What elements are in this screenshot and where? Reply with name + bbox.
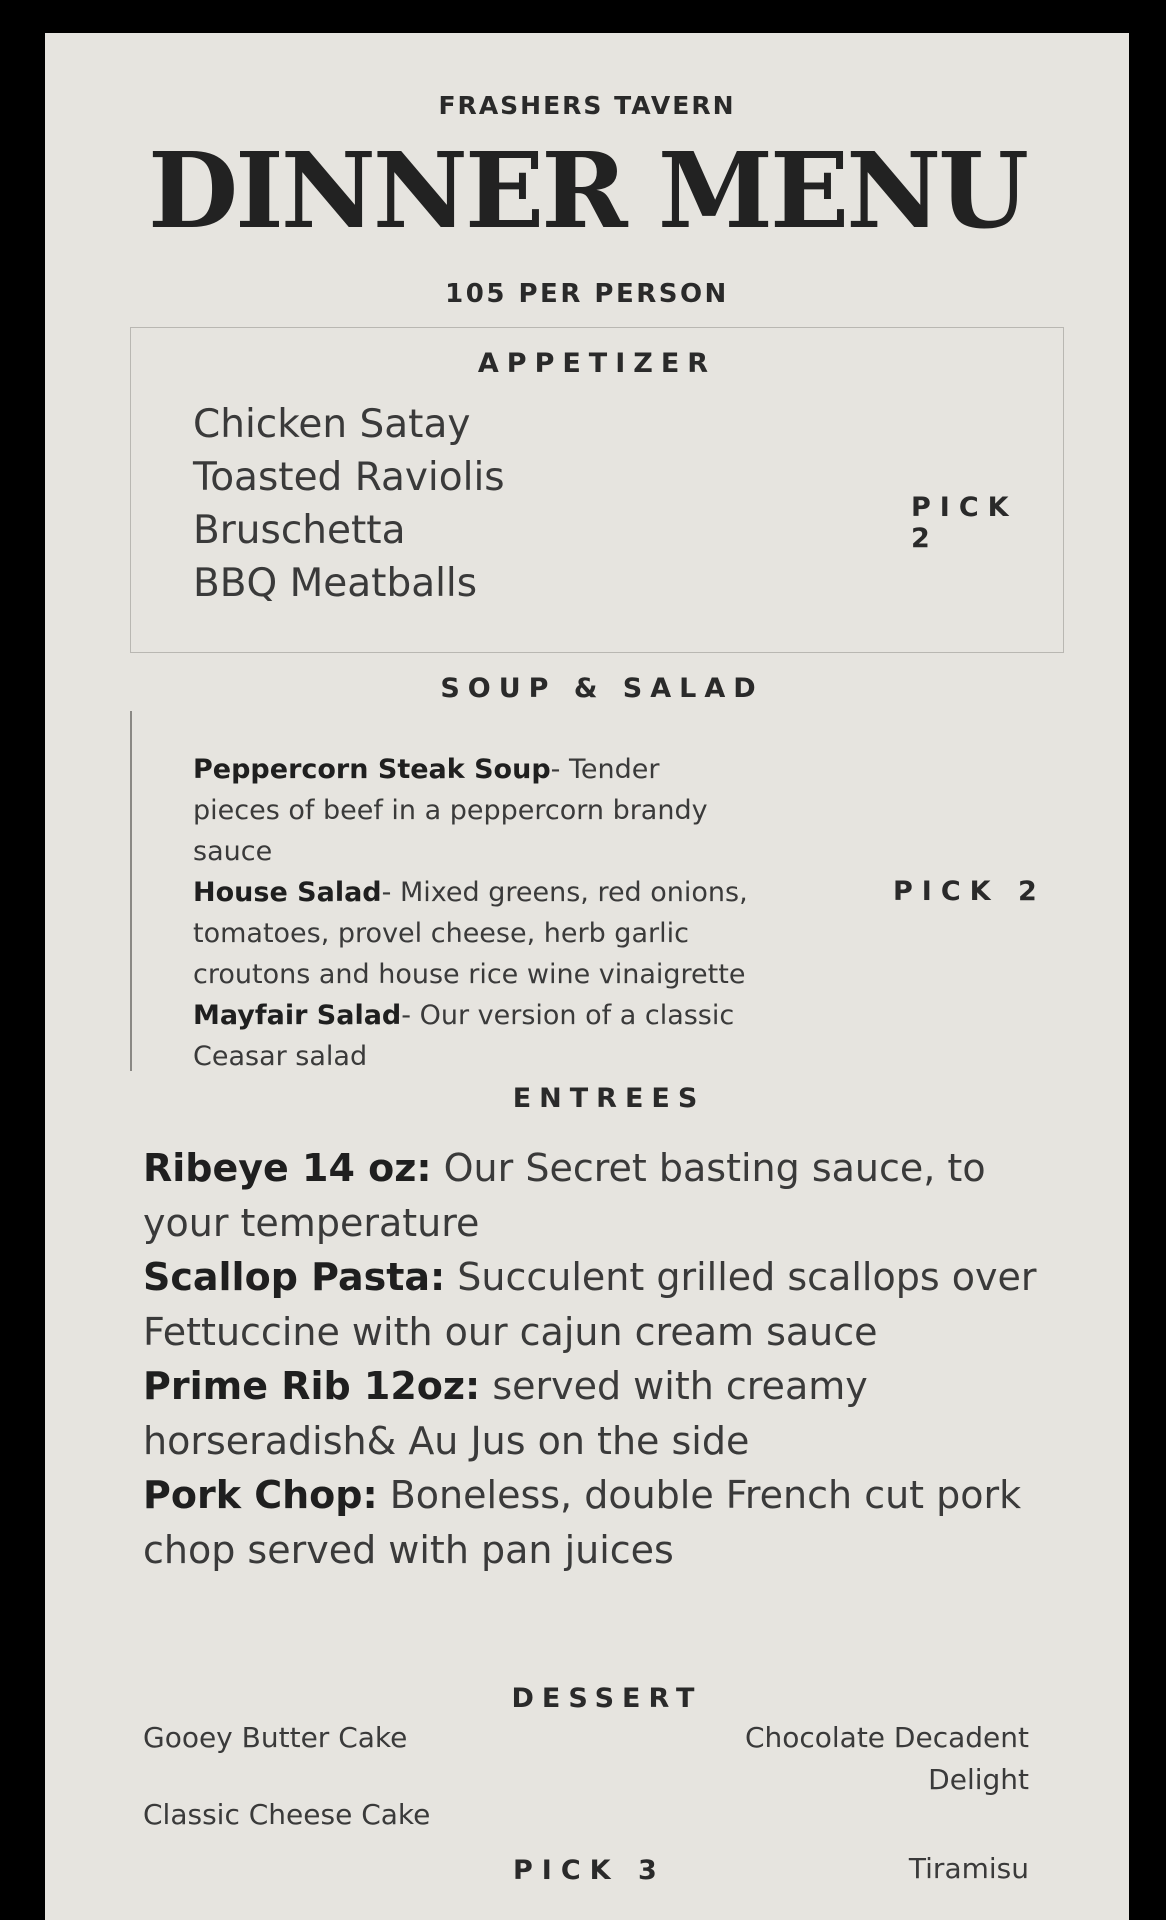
appetizer-heading: APPETIZER bbox=[477, 348, 717, 379]
appetizer-item: Chicken Satay bbox=[193, 402, 471, 447]
menu-title: DINNER MENU bbox=[147, 129, 1026, 252]
appetizer-item: Bruschetta bbox=[193, 508, 406, 553]
soup-salad-pick-label: PICK 2 bbox=[893, 876, 1046, 907]
entree-item-name: Prime Rib 12oz: bbox=[143, 1364, 481, 1408]
soup-salad-item-name: Peppercorn Steak Soup bbox=[193, 754, 551, 785]
appetizer-pick-label: PICK 2 bbox=[911, 492, 1018, 554]
entrees-heading: ENTREES bbox=[512, 1083, 706, 1114]
entree-item-name: Pork Chop: bbox=[143, 1473, 378, 1517]
dessert-heading: DESSERT bbox=[511, 1683, 703, 1714]
soup-salad-item-name: House Salad bbox=[193, 877, 382, 908]
entree-item-desc: Our Secret basting sauce, to your temperature bbox=[143, 1146, 986, 1245]
restaurant-name: FRASHERS TAVERN bbox=[438, 91, 736, 120]
dessert-item: Chocolate Decadent Delight bbox=[744, 1721, 1029, 1796]
entree-item-desc: Boneless, double French cut pork chop served with pan juices bbox=[143, 1473, 1022, 1572]
appetizer-list bbox=[193, 398, 505, 610]
appetizer-item: Toasted Raviolis bbox=[193, 455, 505, 500]
appetizer-section bbox=[130, 327, 1064, 653]
entree-item-name: Ribeye 14 oz: bbox=[143, 1146, 432, 1190]
appetizer-item: BBQ Meatballs bbox=[193, 561, 478, 606]
entrees-list bbox=[143, 1141, 1043, 1577]
soup-salad-item-name: Mayfair Salad bbox=[193, 1000, 402, 1031]
soup-salad-item-desc: - Tender pieces of beef in a peppercorn brandy sauce bbox=[193, 754, 708, 867]
soup-salad-divider bbox=[130, 711, 132, 1071]
dessert-pick-label: PICK 3 bbox=[513, 1855, 666, 1886]
entree-item-name: Scallop Pasta: bbox=[143, 1255, 446, 1299]
soup-salad-list bbox=[193, 749, 753, 1077]
dessert-item: Tiramisu bbox=[908, 1852, 1029, 1885]
entree-item-desc: Succulent grilled scallops over Fettuccine with our cajun cream sauce bbox=[143, 1255, 1037, 1354]
price-per-person: 105 PER PERSON bbox=[445, 279, 729, 309]
soup-salad-item-desc: - Mixed greens, red onions, tomatoes, provel cheese, herb garlic croutons and house rice wine vinaigrette bbox=[193, 877, 748, 990]
dessert-item: Gooey Butter Cake bbox=[143, 1721, 408, 1754]
soup-salad-item-desc: - Our version of a classic Ceasar salad bbox=[193, 1000, 735, 1072]
dessert-item: Classic Cheese Cake bbox=[143, 1798, 431, 1831]
soup-salad-heading: SOUP & SALAD bbox=[440, 673, 764, 704]
entree-item-desc: served with creamy horseradish& Au Jus on the side bbox=[143, 1364, 868, 1463]
menu-card bbox=[45, 33, 1129, 1920]
